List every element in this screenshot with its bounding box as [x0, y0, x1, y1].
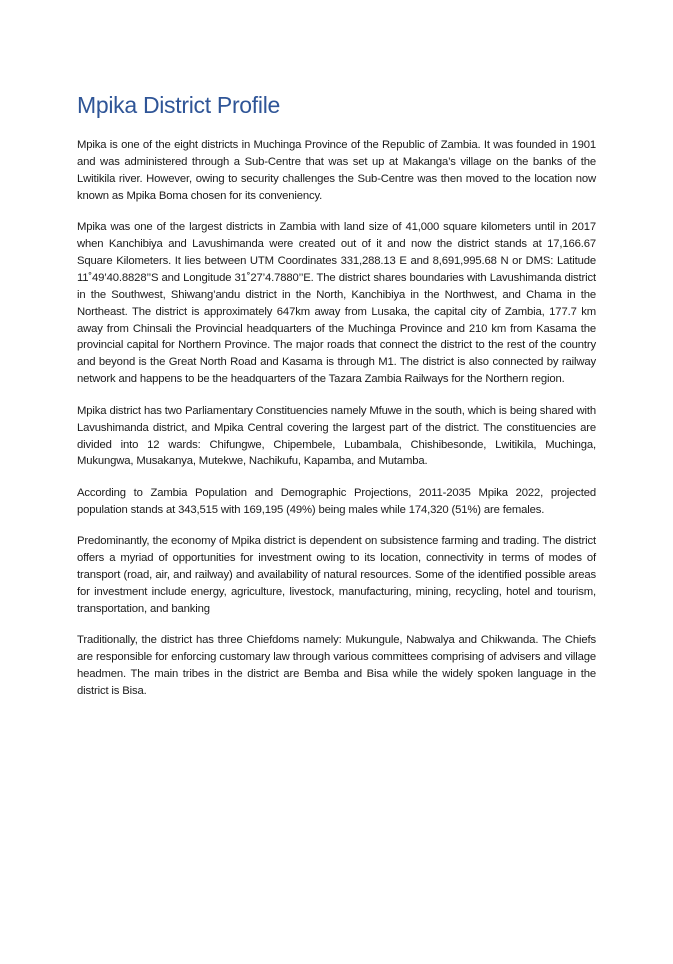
- paragraph-economy: Predominantly, the economy of Mpika district is dependent on subsistence farming and trading. The district offers a myriad of opportunities for investment owing to its location, connectivity in terms of modes of transport (road, air, and railway) and availability of natural resources. Some of the identified possible areas for investment include energy, agriculture, livestock, manufacturing, mining, recycling, hotel and tourism, transportation, and banking: [77, 535, 596, 615]
- paragraph-constituencies: Mpika district has two Parliamentary Constituencies namely Mfuwe in the south, which is being shared with Lavushimanda district, and Mpika Central covering the largest part of the district. The constituencies are divided into 12 wards: Chifungwe, Chipembele, Lubambala, Chishibesonde, Lwitikila, Muchinga, Mukungwa, Musakanya, Mutekwe, Nachikufu, Kapamba, and Mutamba.: [77, 404, 596, 468]
- paragraph-chiefdoms: Traditionally, the district has three Chiefdoms namely: Mukungule, Nabwalya and Chikwanda. The Chiefs are responsible for enforcing customary law through various committees comprising of advisers and village headmen. The main tribes in the district are Bemba and Bisa while the widely spoken language in the district is Bisa.: [77, 634, 596, 697]
- paragraph-geography: Mpika was one of the largest districts in Zambia with land size of 41,000 square kilometers until in 2017 when Kanchibiya and Lavushimanda were created out of it and now the district stands at 17,166.67 Square Kilometers. It lies between UTM Coordinates 331,288.13 E and 8,691,995.68 N or DMS: Latitude 11˚49’40.8828’’S and Longitude 31˚27’4.7880’’E. The district shares boundaries with Lavushimanda district in the Southwest, Shiwang’andu district in the North, Kanchibiya in the Northwest, and Chama in the Northeast. The district is approximately 647km away from Lusaka, the capital city of Zambia, 177.7 km away from Chinsali the Provincial headquarters of the Muchinga Province and 210 km from Kasama the provincial capital for Northern Province. The major roads that connect the district to the rest of the country and beyond is the Great North Road and Kasama is through M1. The district is also connected by railway network and happens to be the headquarters of the Tazara Zambia Railways for the Northern region.: [77, 221, 596, 386]
- document-page: [77, 92, 596, 714]
- page-title: Mpika District Profile: [77, 92, 280, 118]
- paragraph-history: Mpika is one of the eight districts in Muchinga Province of the Republic of Zambia. It was founded in 1901 and was administered through a Sub-Centre that was set up at Makanga’s village on the banks of the Lwitikila river. However, owing to security challenges the Sub-Centre was then moved to the location now known as Mpika Boma chosen for its conveniency.: [77, 139, 596, 202]
- paragraph-population: According to Zambia Population and Demographic Projections, 2011-2035 Mpika 2022, projected population stands at 343,515 with 169,195 (49%) being males while 174,320 (51%) are females.: [77, 486, 596, 516]
